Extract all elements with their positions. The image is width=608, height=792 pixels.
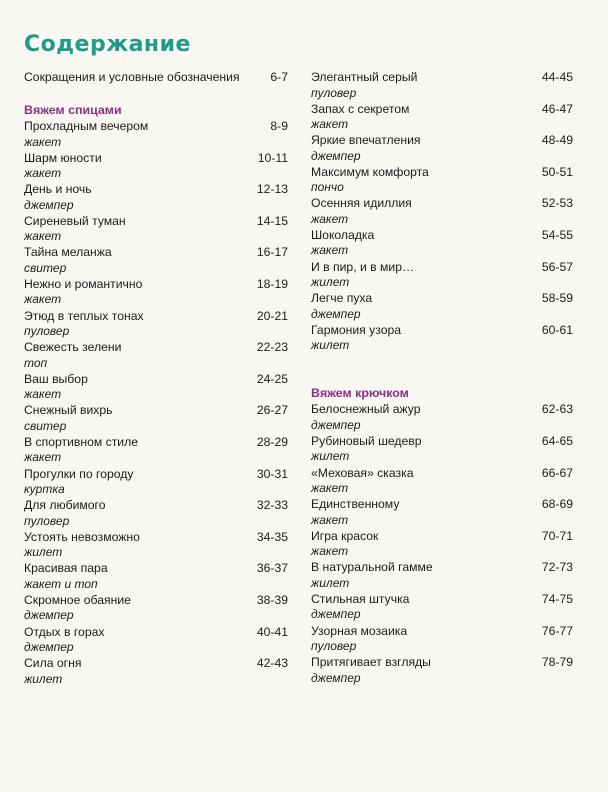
toc-entry-garment-type: жакет [311, 117, 349, 132]
toc-entry-title: Стильная штучка [311, 591, 410, 606]
toc-entry-title: Этюд в теплых тонах [24, 308, 144, 323]
toc-entry-pages: 56-57 [541, 259, 573, 274]
toc-entry-pages: 76-77 [541, 623, 573, 638]
toc-entry-garment-type: джемпер [311, 607, 361, 622]
toc-entry[interactable] [24, 214, 288, 246]
toc-entry[interactable] [311, 323, 573, 355]
toc-entry-pages: 78-79 [541, 655, 573, 670]
toc-entry-garment-type: джемпер [24, 197, 74, 212]
toc-entry-garment-type: жакет [311, 512, 349, 527]
toc-entry-title: Сила огня [24, 656, 82, 671]
toc-left-column [24, 70, 288, 688]
toc-entry-garment-type: джемпер [311, 306, 361, 321]
toc-entry-title: Сиреневый туман [24, 213, 126, 228]
toc-entry-garment-type: жилет [311, 338, 350, 353]
toc-entry-garment-type: жакет [311, 243, 349, 258]
toc-entry-title: Шарм юности [24, 150, 102, 165]
toc-entry-garment-type: пончо [311, 180, 344, 195]
toc-entry[interactable] [311, 466, 573, 498]
toc-entry[interactable] [311, 133, 573, 165]
toc-entry-title: В натуральной гамме [311, 560, 433, 575]
toc-entry-title: В спортивном стиле [24, 434, 139, 449]
toc-entry-garment-type: жакет [311, 481, 349, 496]
toc-entry-pages: 48-49 [541, 133, 573, 148]
toc-entry-title: Скромное обаяние [24, 592, 131, 607]
toc-entry[interactable] [24, 245, 288, 277]
toc-entry-pages: 10-11 [257, 150, 288, 165]
toc-right-column [311, 70, 573, 687]
toc-entry-title: Запах с секретом [311, 101, 410, 116]
toc-entry-title: Элегантный серый [311, 70, 418, 84]
toc-entry[interactable] [24, 656, 288, 688]
toc-entry-title: Белоснежный ажур [311, 402, 421, 417]
knitting-list-continued [311, 70, 573, 354]
toc-entry-pages: 44-45 [541, 70, 573, 84]
toc-entry-title: Рубиновый шедевр [311, 433, 422, 448]
toc-entry-garment-type: жилет [24, 671, 63, 686]
toc-entry[interactable] [311, 529, 573, 561]
toc-entry-garment-type: жилет [311, 575, 350, 590]
toc-entry-pages: 54-55 [541, 227, 573, 242]
toc-entry-garment-type: жилет [311, 275, 350, 290]
toc-entry-title: И в пир, и в мир… [311, 259, 415, 274]
toc-entry-pages: 64-65 [541, 433, 573, 448]
toc-entry[interactable] [24, 625, 288, 657]
toc-entry-pages: 12-13 [256, 182, 288, 197]
toc-entry-garment-type: топ [24, 355, 48, 370]
toc-entry-pages: 74-75 [541, 591, 573, 606]
toc-entry-title: Прогулки по городу [24, 466, 134, 481]
toc-entry-intro[interactable] [24, 70, 288, 85]
toc-entry-garment-type: жакет [24, 134, 62, 149]
section-spacer [311, 354, 573, 386]
toc-entry[interactable] [311, 560, 573, 592]
toc-entry-title: Снежный вихрь [24, 403, 113, 418]
toc-entry-title: Сокращения и условные обозначения [24, 70, 240, 84]
toc-entry-pages: 58-59 [541, 291, 573, 306]
toc-entry-pages: 32-33 [256, 498, 288, 513]
toc-entry-garment-type: жакет [311, 544, 349, 559]
toc-entry[interactable] [311, 497, 573, 529]
toc-entry[interactable] [24, 151, 288, 183]
toc-entry-title: Тайна меланжа [24, 245, 112, 260]
toc-entry[interactable] [311, 402, 573, 434]
section-heading-knitting: Вяжем спицами [24, 103, 122, 117]
toc-entry[interactable] [24, 530, 288, 562]
toc-entry-pages: 60-61 [541, 322, 573, 337]
toc-entry[interactable] [24, 372, 288, 404]
toc-entry-garment-type: жилет [24, 545, 63, 560]
toc-entry[interactable] [24, 498, 288, 530]
toc-entry-garment-type: джемпер [24, 608, 74, 623]
toc-entry[interactable] [311, 434, 573, 466]
toc-entry-garment-type: свитер [24, 260, 67, 275]
toc-entry[interactable] [24, 435, 288, 467]
toc-entry-title: Легче пуха [311, 291, 373, 306]
toc-entry[interactable] [311, 655, 573, 687]
toc-entry[interactable] [311, 102, 573, 134]
toc-entry-title: Для любимого [24, 498, 106, 513]
toc-entry-pages: 22-23 [256, 340, 288, 355]
toc-entry-garment-type: жилет [311, 449, 350, 464]
toc-entry-title: Гармония узора [311, 322, 402, 337]
toc-entry-title: Красивая пара [24, 561, 108, 576]
toc-entry-title: Узорная мозаика [311, 623, 408, 638]
toc-entry[interactable] [311, 165, 573, 197]
toc-entry-title: Единственному [311, 497, 400, 512]
toc-entry-title: Нежно и романтично [24, 276, 143, 291]
toc-entry[interactable] [24, 561, 288, 593]
toc-entry[interactable] [311, 228, 573, 260]
toc-entry-title: Шоколадка [311, 227, 375, 242]
toc-entry-title: Максимум комфорта [311, 164, 429, 179]
toc-entry-pages: 24-25 [256, 371, 288, 386]
toc-entry-pages: 50-51 [541, 164, 573, 179]
crochet-list [311, 402, 573, 686]
toc-entry-title: Яркие впечатления [311, 133, 421, 148]
toc-entry-pages: 46-47 [541, 101, 573, 116]
toc-entry-pages: 38-39 [256, 592, 288, 607]
toc-entry-garment-type: пуловер [311, 639, 357, 653]
toc-entry-garment-type: джемпер [311, 670, 361, 685]
toc-entry-pages: 66-67 [541, 465, 573, 480]
toc-entry-pages: 40-41 [256, 624, 288, 639]
toc-entry[interactable] [311, 624, 573, 656]
toc-entry-pages: 36-37 [256, 561, 288, 576]
toc-entry-garment-type: свитер [24, 418, 67, 433]
toc-entry-title: Игра красок [311, 528, 379, 543]
toc-entry-garment-type: джемпер [311, 148, 361, 163]
toc-entry-garment-type: жакет [24, 229, 62, 244]
toc-entry-garment-type: жакет [24, 292, 62, 307]
toc-entry[interactable] [311, 592, 573, 624]
toc-entry-pages: 26-27 [256, 403, 288, 418]
toc-entry-pages: 34-35 [256, 529, 288, 544]
toc-entry-pages: 14-15 [256, 213, 288, 228]
toc-entry-title: Отдых в горах [24, 624, 105, 639]
toc-entry-title: Осенняя идиллия [311, 196, 412, 211]
toc-entry-garment-type: пуловер [24, 324, 70, 339]
knitting-list [24, 119, 288, 688]
toc-entry-title: Свежесть зелени [24, 340, 122, 355]
toc-entry-pages: 62-63 [541, 402, 573, 417]
toc-entry[interactable] [24, 340, 288, 372]
toc-entry-pages: 72-73 [541, 560, 573, 575]
toc-entry-pages: 68-69 [541, 497, 573, 512]
page-title: Содержание [24, 32, 191, 57]
toc-entry-garment-type: пуловер [311, 85, 357, 100]
toc-entry-garment-type: жакет [311, 211, 349, 226]
toc-entry-garment-type: джемпер [24, 640, 74, 654]
toc-entry[interactable] [24, 182, 288, 214]
toc-entry[interactable] [24, 309, 288, 341]
toc-entry-title: «Меховая» сказка [311, 465, 414, 480]
toc-entry-title: День и ночь [24, 182, 92, 197]
toc-entry-garment-type: жакет [24, 387, 62, 402]
toc-entry-garment-type: жакет [24, 450, 62, 465]
toc-entry[interactable] [24, 403, 288, 435]
toc-entry[interactable] [24, 119, 288, 151]
section-heading-crochet: Вяжем крючком [311, 386, 409, 401]
toc-entry-pages: 20-21 [256, 308, 288, 323]
toc-entry[interactable] [311, 196, 573, 228]
toc-entry-pages: 16-17 [256, 245, 288, 260]
toc-entry[interactable] [24, 593, 288, 625]
toc-entry-garment-type: куртка [24, 482, 65, 497]
toc-entry[interactable] [311, 291, 573, 323]
toc-entry-pages: 52-53 [541, 196, 573, 211]
toc-entry-title: Притягивает взгляды [311, 655, 431, 670]
toc-entry[interactable] [311, 70, 573, 102]
toc-entry-pages: 28-29 [256, 434, 288, 449]
toc-entry-pages: 70-71 [541, 528, 573, 543]
toc-entry-garment-type: джемпер [311, 417, 361, 432]
toc-entry-pages: 8-9 [270, 119, 288, 133]
toc-entry[interactable] [24, 467, 288, 499]
toc-entry-title: Ваш выбор [24, 371, 88, 386]
toc-entry[interactable] [311, 260, 573, 292]
toc-entry-garment-type: жакет и топ [24, 576, 98, 591]
toc-entry-pages: 6-7 [270, 70, 288, 84]
toc-entry-pages: 30-31 [256, 466, 288, 481]
toc-entry-garment-type: пуловер [24, 513, 70, 528]
toc-entry-title: Прохладным вечером [24, 119, 149, 133]
toc-entry[interactable] [24, 277, 288, 309]
toc-entry-pages: 18-19 [256, 276, 288, 291]
toc-entry-pages: 42-43 [256, 656, 288, 671]
toc-entry-title: Устоять невозможно [24, 529, 140, 544]
toc-entry-garment-type: жакет [24, 166, 62, 181]
